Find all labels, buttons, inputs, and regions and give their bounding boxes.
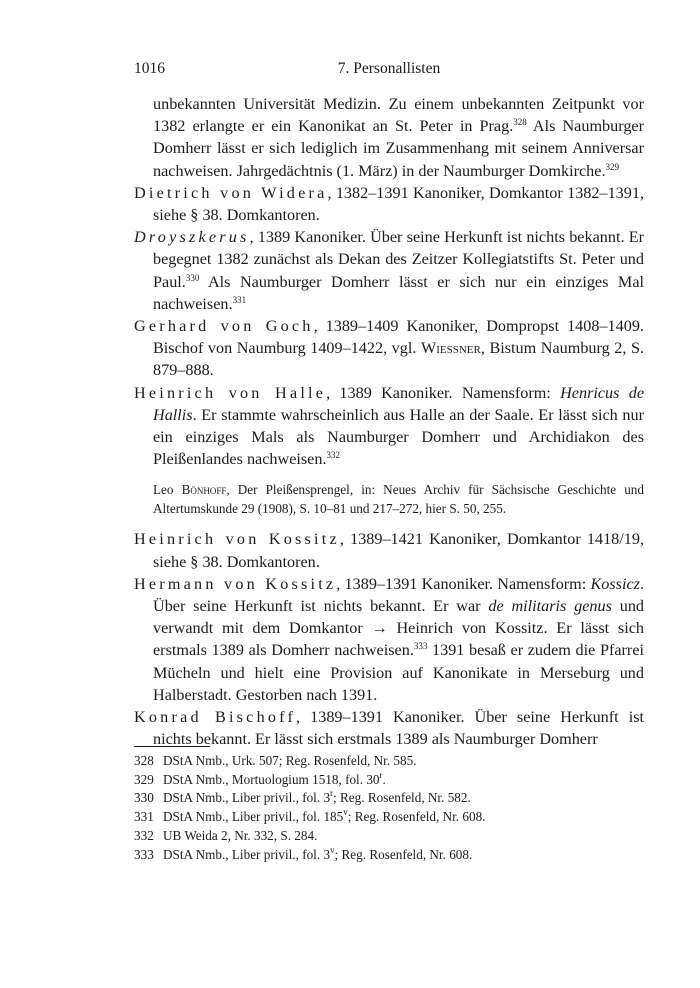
entry-heinrich-halle <box>134 382 644 471</box>
footnote-ref: 328 <box>513 117 527 128</box>
entry-text: Als Naumburger Domherr lässt er sich nur ein einziges Mal nachweisen. <box>153 272 644 313</box>
footnote-divider <box>134 746 210 747</box>
main-text <box>134 93 644 750</box>
lit-prefix: Leo <box>153 482 182 498</box>
footnote <box>134 771 644 790</box>
footnote <box>134 846 644 865</box>
running-title: 7. Personallisten <box>337 60 441 77</box>
entry-continuation <box>134 93 644 182</box>
footnote-text: ; Reg. Rosenfeld, Nr. 582. <box>333 790 471 806</box>
entry-text: , Bistum Naumburg 2, S. 879–888. <box>153 339 645 380</box>
lit-text: , Der Pleißensprengel, in: Neues Archiv für Sächsische Geschichte und Altertumskunde 29 (1908), S. 10–81 und 217–272, hier S. 50, 255. <box>153 482 644 517</box>
folio-side: v <box>343 807 348 818</box>
person-name: Konrad Bischoff <box>134 708 297 727</box>
entry-text: , 1389 Kanoniker. Namensform: <box>326 383 561 402</box>
footnote-ref: 331 <box>232 294 247 305</box>
entry-dietrich <box>134 182 644 226</box>
person-name: Dietrich von Widera <box>134 183 328 202</box>
folio-side: r <box>379 769 383 780</box>
entry-konrad <box>134 706 644 750</box>
name-form: Henricus de Hallis <box>153 383 645 424</box>
name-form: Kossicz <box>590 574 640 593</box>
footnote-number: 333 <box>134 846 154 862</box>
entry-text: 1391 besaß er zudem die Pfarrei Mücheln und hielt eine Provision auf Kanonikate in Merseburg und Halberstadt. Gestorben nach 1391. <box>153 641 645 704</box>
entry-text: und verwandt mit dem Domkantor → Heinrich von Kossitz. Er lässt sich erstmals 1389 als Domherr nachweisen. <box>153 597 644 660</box>
footnote-number: 331 <box>134 809 154 825</box>
page-number: 1016 <box>134 60 165 77</box>
footnote-number: 328 <box>134 753 154 768</box>
literature-note <box>134 480 644 518</box>
entry-gerhard <box>134 315 644 382</box>
entry-heinrich-kossitz <box>134 528 644 572</box>
footnote-text: DStA Nmb., Urk. 507; Reg. Rosenfeld, Nr. 585. <box>163 753 417 768</box>
entry-text: , 1389–1391 Kanoniker. Über seine Herkunft ist nichts bekannt. Er lässt sich erstmals 1389 als Naumburger Domherr <box>153 708 644 749</box>
person-name: Heinrich von Kossitz <box>134 530 340 549</box>
folio-side: r <box>330 788 334 799</box>
footnote-text: UB Weida 2, Nr. 332, S. 284. <box>163 827 318 843</box>
person-name: Hermann von Kossitz <box>134 574 337 593</box>
footnote-number: 330 <box>134 790 154 806</box>
footnote-text: DStA Nmb., Liber privil., fol. 3 <box>163 846 331 862</box>
entry-text: , 1389 Kanoniker. Über seine Herkunft ist nichts bekannt. Er begegnet 1382 zunächst als Dekan des Zeitzer Kollegiatstifts St. Peter und Paul. <box>153 228 644 291</box>
footnote-text: DStA Nmb., Liber privil., fol. 185 <box>163 809 344 825</box>
person-name: Heinrich von Halle <box>134 383 327 402</box>
entry-droyszkerus <box>134 226 644 315</box>
footnote-ref: 332 <box>326 450 341 461</box>
entry-text: . Er stammte wahrscheinlich aus Halle an der Saale. Er lässt sich nur ein einziges Mals als Naumburger Domherr und Archidiakon des Pleißenlandes nachweisen. <box>153 405 644 469</box>
entry-text: , 1389–1421 Kanoniker, Domkantor 1418/19, siehe § 38. Domkantoren. <box>153 530 644 571</box>
entry-text: , 1389–1391 Kanoniker. Namensform: <box>336 574 591 593</box>
footnote <box>134 827 644 846</box>
footnote-text: DStA Nmb., Liber privil., fol. 3 <box>163 790 331 806</box>
folio-side: v <box>330 844 335 855</box>
footnote-text: ; Reg. Rosenfeld, Nr. 608. <box>334 846 473 862</box>
person-name: Droyszkerus <box>134 228 250 247</box>
footnote <box>134 752 644 771</box>
footnote-number: 332 <box>134 827 154 843</box>
entry-text: unbekannten Universität Medizin. Zu einem unbekannten Zeitpunkt vor 1382 erlangte er ein Kanonikat an St. Peter in Prag. <box>153 95 644 136</box>
footnotes <box>134 746 644 864</box>
running-header <box>134 60 644 82</box>
person-name: Gerhard von Goch <box>134 317 314 336</box>
footnote-text: . <box>382 771 386 787</box>
entry-text: . Über seine Herkunft ist nichts bekannt. Er war <box>153 574 644 616</box>
footnote <box>134 808 644 827</box>
cited-author: Bönhoff <box>181 482 227 498</box>
entry-text: , 1382–1391 Kanoniker, Domkantor 1382–1391, siehe § 38. Domkantoren. <box>153 183 645 225</box>
footnote <box>134 789 644 808</box>
footnote-ref: 330 <box>185 272 200 283</box>
footnote-text: DStA Nmb., Mortuologium 1518, fol. 30 <box>163 771 380 787</box>
entry-text: , 1389–1409 Kanoniker, Dompropst 1408–1409. Bischof von Naumburg 1409–1422, vgl. <box>153 317 644 358</box>
footnote-text: ; Reg. Rosenfeld, Nr. 608. <box>347 809 486 825</box>
latin-phrase: de militaris genus <box>488 597 612 616</box>
footnote-number: 329 <box>134 771 154 787</box>
entry-text: Als Naumburger Domherr lässt er sich lediglich im Zusammenhang mit seinem Anniversar nachweisen. Jahrgedächtnis (1. März) in der Naumburger Domkirche. <box>153 117 645 180</box>
footnote-ref: 333 <box>413 641 428 652</box>
cited-author: Wießner <box>420 339 481 358</box>
footnote-ref: 329 <box>605 161 619 172</box>
entry-hermann-kossitz <box>134 573 644 706</box>
